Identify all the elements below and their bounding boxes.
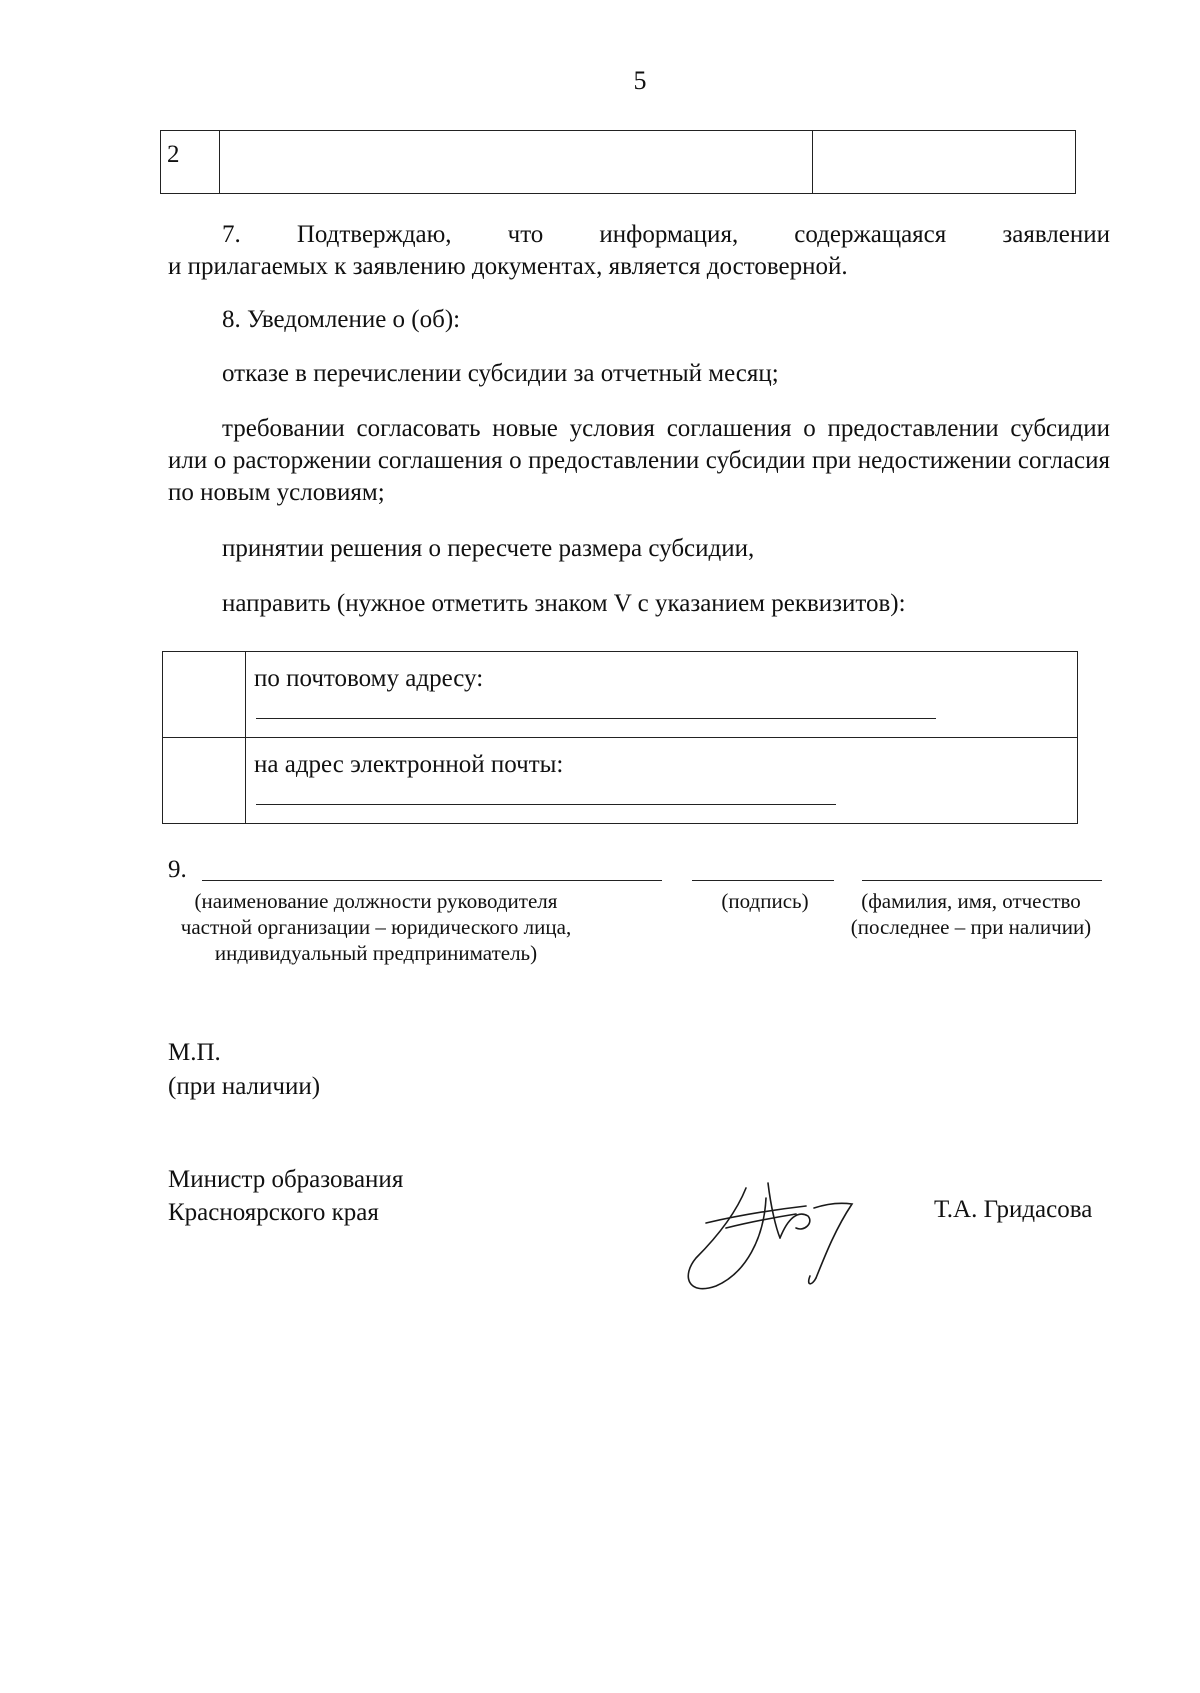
official-title — [168, 1163, 403, 1229]
item-8-option-new-terms: требовании согласовать новые условия соглашения о предоставлении субсидии или о расторжении соглашения о предоставлении субсидии при недостижении согласия по новым условиям; — [168, 415, 1110, 506]
empty-cell — [220, 131, 813, 194]
word: заявлении — [1002, 221, 1110, 248]
official-title-line-2: Красноярского края — [168, 1199, 379, 1226]
row-number-cell: 2 — [161, 131, 220, 194]
name-line[interactable] — [862, 880, 1102, 881]
word: что — [507, 221, 544, 248]
empty-cell — [813, 131, 1076, 194]
position-caption: (наименование должности руководителя частной организации – юридического лица, индивидуальный предприниматель) — [180, 889, 572, 965]
word: Подтверждаю, — [296, 221, 452, 248]
word: содержащаяся — [794, 221, 947, 248]
handwritten-signature — [676, 1168, 866, 1298]
postal-label: по почтовому адресу: — [254, 665, 484, 692]
word: 7. — [222, 221, 241, 248]
item-8-option-refusal: отказе в перечислении субсидии за отчетный месяц; — [222, 360, 779, 387]
signer-name: Т.А. Гридасова — [934, 1196, 1093, 1223]
postal-address-line[interactable] — [256, 718, 936, 719]
item-8-direct-instruction: направить (нужное отметить знаком V с указанием реквизитов): — [222, 590, 906, 617]
stamp-block — [168, 1036, 320, 1104]
postal-checkbox-cell[interactable] — [163, 652, 246, 738]
postal-cell — [246, 652, 1078, 738]
stamp-note: (при наличии) — [168, 1073, 321, 1100]
item-7-line-2: и прилагаемых к заявлению документах, является достоверной. — [168, 253, 848, 280]
notification-method-table — [162, 651, 1078, 824]
name-caption: (фамилия, имя, отчество (последнее – при наличии) — [850, 889, 1092, 939]
word: информация, — [599, 221, 739, 248]
item-9-number: 9. — [168, 856, 187, 883]
email-address-line[interactable] — [256, 804, 836, 805]
official-title-line-1: Министр образования — [168, 1166, 404, 1193]
email-checkbox-cell[interactable] — [163, 738, 246, 824]
item-8-heading: 8. Уведомление о (об): — [222, 306, 461, 333]
stamp-label: М.П. — [168, 1039, 221, 1066]
signature-caption: (подпись) — [721, 889, 809, 913]
top-table — [160, 130, 1076, 194]
position-line[interactable] — [202, 880, 662, 881]
page-number: 5 — [633, 66, 647, 95]
item-7 — [168, 219, 1110, 283]
item-7-line-1 — [168, 219, 1110, 251]
item-8-option-recalculation: принятии решения о пересчете размера субсидии, — [222, 535, 755, 562]
signature-line[interactable] — [692, 880, 834, 881]
email-label: на адрес электронной почты: — [254, 751, 564, 778]
email-cell — [246, 738, 1078, 824]
